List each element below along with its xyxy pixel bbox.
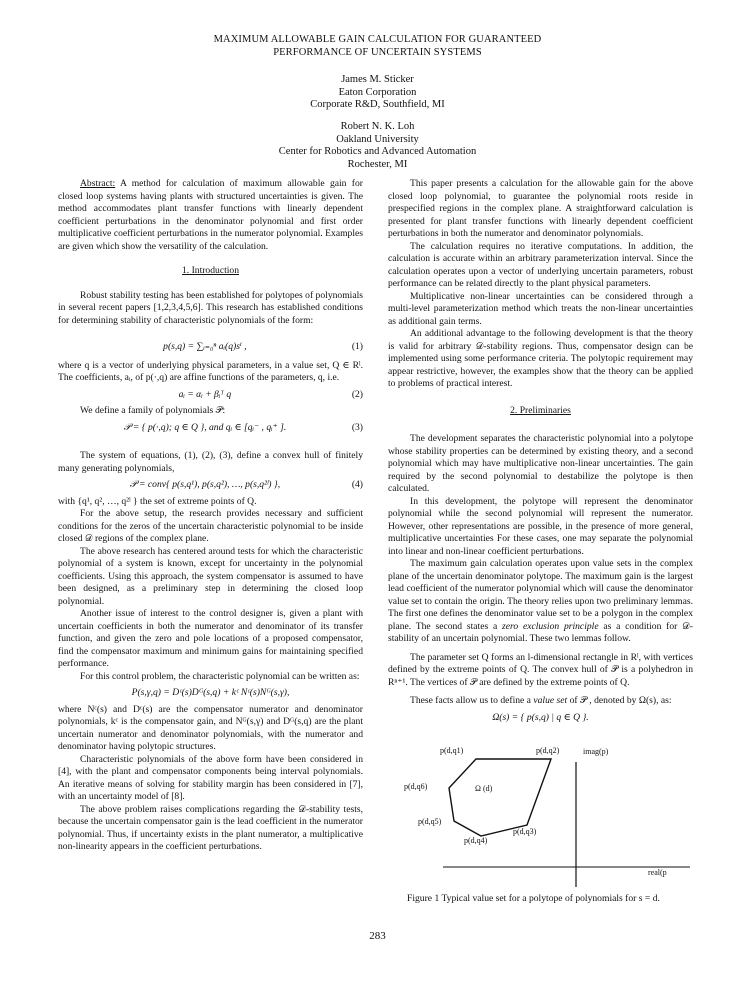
vertex-label-q5: p(d,q5) — [418, 817, 442, 826]
paragraph: The above research has centered around tests for which the characteristic polynomial of a system is known, except for uncertainty in the polynomial coefficients. Using this approach, the system compensator is assumed to have been designed, as a preliminary step in determining the closed loop polynomial. — [58, 545, 363, 607]
title-line-2: PERFORMANCE OF UNCERTAIN SYSTEMS — [273, 47, 482, 58]
paragraph: The system of equations, (1), (2), (3), define a convex hull of finitely many generating polynomials, — [58, 450, 363, 474]
paragraph: This paper presents a calculation for the allowable gain for the above closed loop polynomial, to guarantee the polynomial roots reside in prespecified regions in the complex plane. A straightforward calculation is presented for plant transfer functions with linearly dependent coefficient perturbations in both the numerator and denominator polynomials. — [388, 178, 693, 239]
paragraph: The parameter set Q forms an l-dimensional rectangle in Rˡ, with vertices defined by the extreme points of Q. The convex hull of 𝒫 is a polyhedron in Rⁿ⁺¹. The vertices of 𝒫 are defined by the extreme points of Q. — [388, 651, 693, 688]
author-affiliation: Corporate R&D, Southfield, MI — [310, 99, 445, 110]
paragraph: The calculation requires no iterative computations. In addition, the calculation is accurate within an arbitrary parameterization interval. Since the calculation operates upon a vector of underlying uncertain parameters, robust performance can be related directly to the plant physical parameters. — [388, 240, 693, 289]
author-affiliation: Center for Robotics and Advanced Automation — [278, 146, 477, 157]
author-name: Robert N. K. Loh — [340, 121, 415, 132]
imag-axis-label: imag(p) — [583, 747, 609, 756]
paragraph: Multiplicative non-linear uncertainties can be considered through a multi-level parameterization method which treats the non-linear uncertainties as additional gain terms. — [388, 290, 693, 327]
equation-4: 𝒫 = conv{ p(s,q¹), p(s,q²), …, p(s,q²ˡ) }, (4) — [129, 479, 363, 490]
omega-label: Ω (d) — [475, 784, 493, 793]
author-affiliation: Oakland University — [336, 133, 419, 145]
paragraph: The development separates the characteristic polynomial into a polytope whose stability properties can be determined by existing theory, and a second polynomial which may have multiplicative non-linear uncertainties. The gain required by the second polynomial to destabilize the polytope is then calculated. — [388, 433, 693, 494]
paragraph: For the above setup, the research provides necessary and sufficient conditions for the zeros of the uncertain characteristic polynomial to be inside closed 𝒟 regions of the complex plane. — [58, 508, 363, 544]
real-axis-label: real(p — [648, 868, 667, 877]
paragraph: These facts allow us to define a value set of 𝒫 , denoted by Ω(s), as: — [410, 695, 672, 706]
value-set-polygon — [449, 759, 551, 836]
equation-2: aᵢ = αᵢ + βᵢᵀ q (2) — [178, 388, 363, 400]
paragraph: where Nᶜ(s) and Dᶜ(s) are the compensator numerator and denominator polynomials, kᶜ is the compensator gain, and Nᴳ(s,γ) and Dᴳ(s,q) are the plant uncertain numerator and denominator polynomials, with the numerator and denominator having polytopic structures. — [58, 703, 363, 752]
figure-1-value-set — [400, 742, 700, 892]
author-block-2 — [0, 121, 755, 171]
section-heading-preliminaries: 2. Preliminaries — [510, 404, 571, 416]
equation-value-set: Ω(s) = { p(s,q) | q ∈ Q }. — [492, 711, 589, 723]
right-column — [388, 178, 693, 728]
equation-5: P(s,γ,q) = Dᶜ(s)Dᴳ(s,q) + kᶜ Nᶜ(s)Nᴳ(s,γ), — [131, 687, 290, 698]
paragraph: Robust stability testing has been established for polytopes of polynomials in several recent papers [1,2,3,4,5,6]. This research has established conditions for determining stability of characteristic polynomials of the form: — [58, 289, 363, 326]
vertex-label-q3: p(d,q3) — [513, 827, 537, 836]
paragraph: The above problem raises complications regarding the 𝒟-stability tests, because the uncertain compensator gain is the lead coefficient in the numerator polynomial. Thus, if uncertainty exists in the plant numerator, a multiplicative non-linearity appears in the coefficient perturbations. — [58, 803, 363, 852]
section-heading-introduction: 1. Introduction — [181, 265, 240, 276]
paragraph: In this development, the polytope will represent the denominator polynomial while the second polynomial will represent the numerator. However, other representations are possible, in the presence of more general, multiplicative uncertainties For these cases, one may separate the polynomial into linear and non-linear coefficient perturbations. — [388, 495, 693, 557]
equation-1: p(s,q) = ∑ᵢ₌₀ⁿ aᵢ(q)sⁱ , (1) — [163, 341, 363, 352]
paragraph: We define a family of polynomials 𝒫: — [80, 405, 226, 416]
author-name: James M. Sticker — [341, 74, 414, 85]
author-block-1 — [0, 74, 755, 112]
paragraph: with {q¹, q², …, q²ˡ } the set of extreme points of Q. — [58, 495, 257, 507]
paragraph: Another issue of interest to the control designer is, given a plant with uncertain coefficients in both the numerator and denominator of its transfer function, and given the zero and pole locations of a proposed compensator, find the compensator maximum and minimum gains for maintaining specified performance. — [58, 608, 363, 669]
author-affiliation: Rochester, MI — [347, 158, 408, 170]
page-number: 283 — [369, 930, 386, 942]
left-column — [58, 178, 363, 854]
paragraph: An additional advantage to the following development is that the theory is valid for arbitrary 𝒟-stability regions. Thus, compensator design can be implemented using some performance criteria. The polytopic requirement may appear restrictive, however, the examples show that the theory can be applied to problems of practical interest. — [388, 328, 693, 389]
vertex-label-q4: p(d,q4) — [464, 836, 488, 845]
author-affiliation: Eaton Corporation — [338, 86, 417, 98]
title-line-1: MAXIMUM ALLOWABLE GAIN CALCULATION FOR GUARANTEED — [213, 34, 542, 45]
equation-3: 𝒫 = { p(·,q); q ∈ Q }, and qᵢ ∈ [qᵢ⁻ , qᵢ⁺ ]. (3) — [123, 421, 363, 433]
paragraph: For this control problem, the characteristic polynomial can be written as: — [80, 670, 360, 682]
paper-title — [0, 33, 755, 59]
abstract-label: Abstract: — [80, 178, 116, 189]
vertex-label-q2: p(d,q2) — [536, 746, 560, 755]
vertex-label-q6: p(d,q6) — [404, 782, 428, 791]
vertex-label-q1: p(d,q1) — [440, 746, 464, 755]
paragraph: where q is a vector of underlying physical parameters, in a value set, Q ∈ Rˡ. The coefficients, aᵢ, of p(·,q) are affine functions of the parameters, q, i.e. — [58, 359, 363, 383]
paragraph: The maximum gain calculation operates upon value sets in the complex plane of the uncertain denominator polytope. The maximum gain is the largest lead coefficient of the numerator polynomial which will cause the denominator value set to contain the origin. The theory relies upon two preliminary lemmas. The first one defines the denominator value set to be a polygon in the complex plane. The second states a zero exclusion principle as a condition for 𝒟-stability of an uncertain polynomial. These two lemmas follow. — [388, 558, 693, 644]
figure-caption: Figure 1 Typical value set for a polytope of polynomials for s = d. — [407, 893, 660, 904]
paragraph: Characteristic polynomials of the above form have been considered in [4], with the plant and compensator components being interval polynomials. An iterative means of solving for stability margin has been considered in [7], with an uncertainty model of [8]. — [58, 753, 363, 802]
abstract: Abstract: A method for calculation of maximum allowable gain for closed loop systems having plants with structured uncertainties is given. The method accommodates plant transfer functions with linearly dependent coefficient perturbations in the denominator polynomial and first order multiplicative coefficient perturbations in the numerator polynomial. Examples are given which show the versatility of the calculation. — [58, 178, 363, 252]
